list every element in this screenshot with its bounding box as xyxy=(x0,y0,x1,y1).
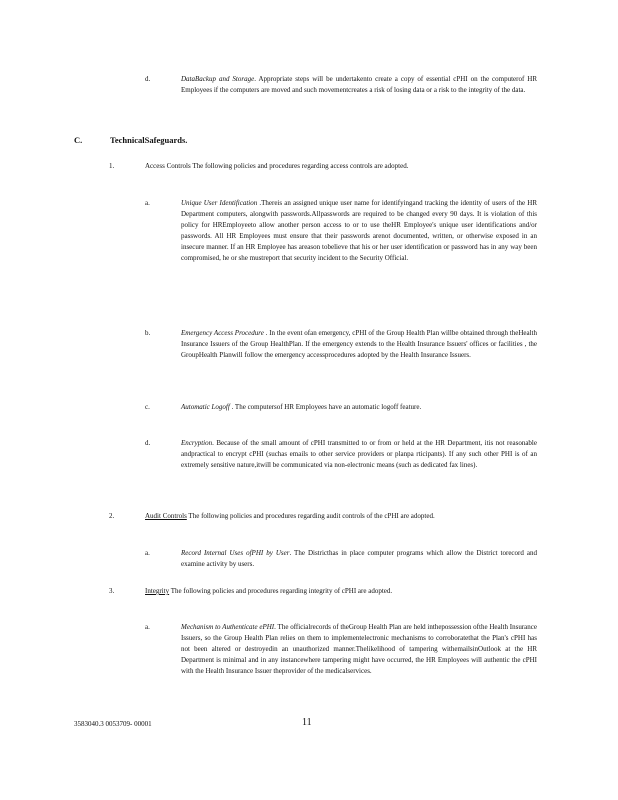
item-1c-label: c. xyxy=(145,403,150,411)
item-3a-text: . The officialrecords of theGroup Health Plan are held inthepossession ofthe Health Insurance Issuers, so the Group Health Plan relies on them to implementelectronic mechanisms to corroboratethat the Plan's cPHI has not been altered or destroyedin an unauthorized manner.Thelikelihood of tampering withemailsinOutlook at the HR Department is minimal and in any instancewhere tampering might have occurred, the HR Employees will authentic the cPHI with the Health Insurance Issuer theprovider of the medicalservices. xyxy=(181,623,538,675)
item-1b-paragraph xyxy=(181,328,537,361)
item-1d-title: Encryption xyxy=(181,439,213,447)
footer-document-id: 3583040.3 0053709- 00001 xyxy=(74,720,152,728)
item-1a-title: Unique User Identification xyxy=(181,199,258,207)
item-1-text: The following policies and procedures regarding access controls are adopted. xyxy=(190,162,409,170)
item-1c-text: . The computersof HR Employees have an automatic logoff feature. xyxy=(229,403,422,411)
item-3-title: Integrity xyxy=(145,587,170,595)
item-d-top-label: d. xyxy=(145,75,151,83)
item-3-text: The following policies and procedures regarding integrity of cPHI are adopted. xyxy=(169,587,393,595)
section-c-label: C. xyxy=(74,135,83,145)
item-3-label: 3. xyxy=(109,587,115,595)
section-c-heading: TechnicalSafeguards. xyxy=(110,135,188,145)
item-1c-paragraph xyxy=(181,402,537,413)
item-2-label: 2. xyxy=(109,512,115,520)
item-2a-paragraph xyxy=(181,548,537,570)
footer-page-number: 11 xyxy=(302,717,312,728)
item-d-top-text: . Appropriate steps will be undertakento create a copy of essential cPHI on the computerof HR Employees if the computers are moved and such movementcreates a risk of losing data or a risk to the integrity of the data. xyxy=(181,75,538,94)
item-3a-paragraph xyxy=(181,622,537,677)
item-1a-paragraph xyxy=(181,198,537,264)
item-1b-text: . In the event ofan emergency, cPHI of the Group Health Plan willbe obtained through theHealth Insurance Issuers of the Group HealthPlan. If the emergency extends to the Health Insurance Issuers' offices or facilities , the GroupHealth Planwill follow the emergency accessprocedures adopted by the Health Insurance Issuers. xyxy=(181,329,537,359)
item-1d-paragraph xyxy=(181,438,537,471)
item-1b-label: b. xyxy=(145,329,151,337)
item-2a-label: a. xyxy=(145,549,150,557)
item-3a-label: a. xyxy=(145,623,150,631)
item-1c-title: Automatic Logoff xyxy=(181,403,230,411)
item-2-text: The following policies and procedures regarding audit controls of the cPHI are adopted. xyxy=(186,512,435,520)
item-1b-title: Emergency Access Procedure xyxy=(181,329,264,337)
item-1a-label: a. xyxy=(145,199,150,207)
item-3a-title: Mechanism to Authenticate ePHI xyxy=(181,623,275,631)
item-2a-title: Record Internal Uses ofPHI by User xyxy=(181,549,290,557)
item-1-title: Access Controls xyxy=(145,162,191,170)
item-d-top-paragraph xyxy=(181,74,537,96)
item-1-paragraph xyxy=(145,161,537,172)
item-2-title: Audit Controls xyxy=(145,512,187,520)
item-1d-text: . Because of the small amount of cPHI transmitted to or from or held at the HR Department, itis not reasonable andpractical to encrypt cPHI (suchas emails to other service providers or planpa rticipants). If any such other PHI is of an extremely sensitive nature,itwill be communicated via non-electronic means (such as dedicated fax lines). xyxy=(181,439,537,469)
item-d-top-title: DataBackup and Storage xyxy=(181,75,255,83)
item-1d-label: d. xyxy=(145,439,151,447)
item-1a-text: .Thereis an assigned unique user name for identifyingand tracking the identity of users of the HR Department computers, alongwith passwords.Allpasswords are required to be changed every 90 days. It is violation of this policy for HREmployeeto allow another person access to or to use theHR Employee's unique user identifications and/or passwords. All HR Employees must ensure that their passwords arenot documented, written, or otherwise exposed in an insecure manner. If an HR Employee has areason tobelieve that his or her user identification or password has in any way been compromised, he or she mustreport that security incident to the Security Official. xyxy=(181,199,537,262)
item-1-label: 1. xyxy=(109,162,115,170)
item-2a-text: . The Districthas in place computer programs which allow the District torecord and examine activity by users. xyxy=(181,549,537,568)
item-3-paragraph xyxy=(145,586,537,597)
item-2-paragraph xyxy=(145,511,537,522)
